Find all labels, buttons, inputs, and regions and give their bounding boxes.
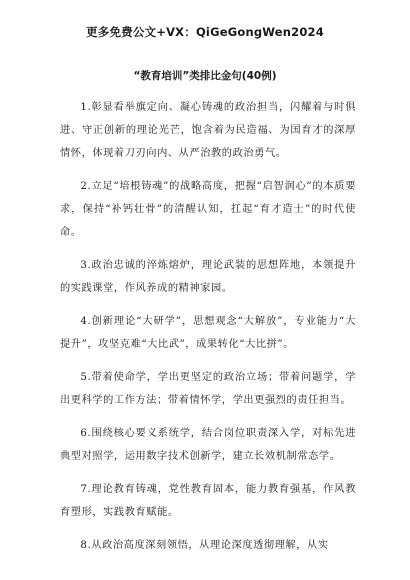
list-item: 8.从政治高度深刻领悟，从理论深度透彻理解，从实 [80, 540, 329, 551]
list-item: 1.彰显看举旗定向、凝心铸魂的政治担当，闪耀着与时俱进、守正创新的理论光芒，饱含着为民造福、为国育才的深厚情怀，体现着刀刃向内、从严治教的政治勇气。 [60, 102, 356, 159]
list-item: 2.立足“培根铸魂”的战略高度，把握“启智润心”的本质要求，保持“补钙壮骨”的清醒认知，扛起“育才造士”的时代使命。 [60, 181, 356, 238]
list-item: 3.政治忠诚的淬炼熔炉，理论武装的思想阵地，本领提升的实践课堂，作风养成的精神家园。 [60, 260, 356, 294]
document-title: “教育培训”类排比金句(40例) [133, 70, 277, 82]
promo-header: 更多免费公文+VX：QiGeGongWen2024 [86, 25, 324, 39]
list-item: 7.理论教育铸魂，党性教育固本，能力教育强基，作风教育塑形，实践教育赋能。 [60, 484, 356, 518]
document-body [60, 96, 356, 567]
list-item: 4.创新理论“大研学”，思想观念“大解放”，专业能力“大提升”，攻坚克难“大比武”，成果转化“大比拼”。 [60, 316, 356, 350]
list-item: 5.带着使命学，学出更坚定的政治立场；带着问题学，学出更科学的工作方法；带着情怀学，学出更强烈的责任担当。 [60, 372, 356, 406]
list-item: 6.围绕核心要义系统学，结合岗位职责深入学，对标先进典型对照学，运用数字技术创新学，建立长效机制常态学。 [60, 428, 356, 462]
